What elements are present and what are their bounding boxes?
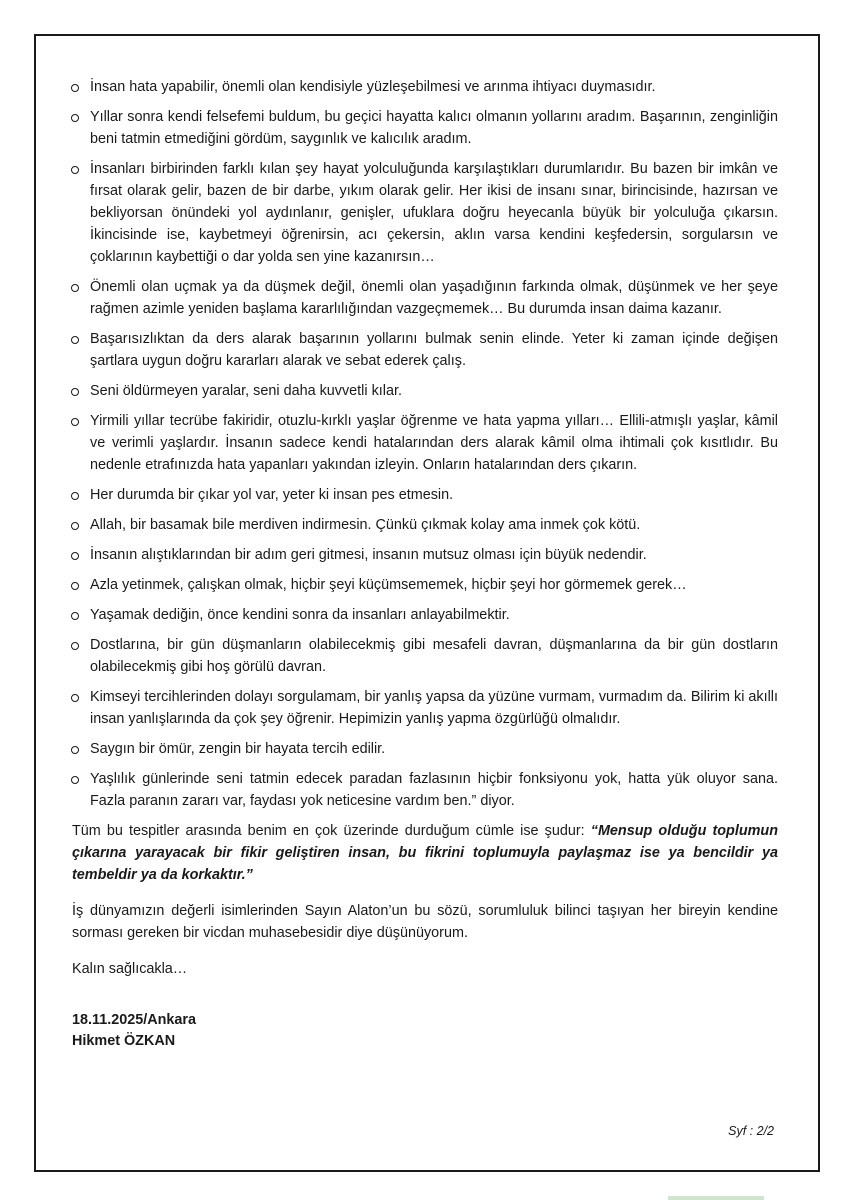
list-item: Dostlarına, bir gün düşmanların olabilecekmiş gibi mesafeli davran, düşmanlarına da bir gün dostların olabilecekmiş gibi hoş görülü davran. (72, 634, 778, 678)
list-item: Yaşlılık günlerinde seni tatmin edecek paradan fazlasının hiçbir fonksiyonu yok, hatta yük oluyor sana. Fazla paranın zararı var, faydası yok neticesine vardım ben.” diyor. (72, 768, 778, 812)
document-body (72, 76, 778, 1052)
hollow-bullet-icon (71, 284, 79, 292)
hollow-bullet-icon (71, 642, 79, 650)
list-item: Yaşamak dediğin, önce kendini sonra da insanları anlayabilmektir. (72, 604, 778, 626)
hollow-bullet-icon (71, 612, 79, 620)
list-item: Her durumda bir çıkar yol var, yeter ki insan pes etmesin. (72, 484, 778, 506)
reflection-paragraph: İş dünyamızın değerli isimlerinden Sayın Alaton’un bu sözü, sorumluluk bilinci taşıyan her bireyin kendine sorması gereken bir vicdan muhasebesidir diye düşünüyorum. (72, 903, 778, 941)
summary-intro: Tüm bu tespitler arasında benim en çok üzerinde durduğum cümle ise şudur: (72, 823, 591, 839)
hollow-bullet-icon (71, 746, 79, 754)
page-edge-tab (668, 1196, 764, 1200)
hollow-bullet-icon (71, 114, 79, 122)
list-item: Azla yetinmek, çalışkan olmak, hiçbir şeyi küçümsememek, hiçbir şeyi hor görmemek gerek… (72, 574, 778, 596)
signature-author: Hikmet ÖZKAN (72, 1033, 176, 1049)
hollow-bullet-icon (71, 388, 79, 396)
hollow-bullet-icon (71, 552, 79, 560)
signature-date-place: 18.11.2025/Ankara (72, 1012, 197, 1028)
list-item: İnsanları birbirinden farklı kılan şey hayat yolculuğunda karşılaştıkları durumlarıdır. Bu bazen bir imkân ve fırsat olarak gelir, bazen de bir darbe, yıkım olarak gelir. Her ikisi de insanı sınar, birincisinde, hazırsan ve bekliyorsan önündeki yol aydınlanır, genişler, ufuklara doğru heyecanla büyük bir yolculuğa çıkarsın. İkincisinde ise, kaybetmeyi öğrenirsin, acı çekersin, aklın varsa kendini keşfedersin, sorgularsın ve çoklarının kaybettiği o dar yolda sen yine kazanırsın… (72, 158, 778, 268)
list-item: Önemli olan uçmak ya da düşmek değil, önemli olan yaşadığının farkında olmak, düşünmek ve her şeye rağmen azimle yeniden başlama kararlılığından vazgeçmemek… Bu durumda insan daima kazanır. (72, 276, 778, 320)
page-number: Syf : 2/2 (728, 1124, 774, 1138)
highlighted-quote: “Mensup olduğu toplumun çıkarına yarayacak bir fikir geliştiren insan, bu fikrini toplumuyla paylaşmaz ise ya bencildir ya tembeldir ya da korkaktır.” (72, 823, 778, 883)
hollow-bullet-icon (71, 84, 79, 92)
hollow-bullet-icon (71, 694, 79, 702)
hollow-bullet-icon (71, 418, 79, 426)
list-item: İnsan hata yapabilir, önemli olan kendisiyle yüzleşebilmesi ve arınma ihtiyacı duymasıdır. (72, 76, 778, 98)
list-item: Saygın bir ömür, zengin bir hayata tercih edilir. (72, 738, 778, 760)
closing-line: Kalın sağlıcakla… (72, 961, 188, 977)
hollow-bullet-icon (71, 522, 79, 530)
hollow-bullet-icon (71, 166, 79, 174)
quote-list (72, 76, 778, 812)
list-item: Seni öldürmeyen yaralar, seni daha kuvvetli kılar. (72, 380, 778, 402)
hollow-bullet-icon (71, 492, 79, 500)
list-item: Allah, bir basamak bile merdiven indirmesin. Çünkü çıkmak kolay ama inmek çok kötü. (72, 514, 778, 536)
hollow-bullet-icon (71, 336, 79, 344)
hollow-bullet-icon (71, 582, 79, 590)
list-item: Başarısızlıktan da ders alarak başarının yollarını bulmak senin elinde. Yeter ki zaman içinde değişen şartlara uygun doğru kararları alarak ve sebat ederek çalış. (72, 328, 778, 372)
list-item: İnsanın alıştıklarından bir adım geri gitmesi, insanın mutsuz olması için büyük nedendir. (72, 544, 778, 566)
list-item: Kimseyi tercihlerinden dolayı sorgulamam, bir yanlış yapsa da yüzüne vurmam, vurmadım da. Bilirim ki akıllı insan yanlışlarında da çok şey öğrenir. Hepimizin yanlış yapma özgürlüğü olmalıdır. (72, 686, 778, 730)
summary-paragraph (72, 820, 778, 886)
hollow-bullet-icon (71, 776, 79, 784)
signature-block (72, 1010, 778, 1052)
list-item: Yıllar sonra kendi felsefemi buldum, bu geçici hayatta kalıcı olmanın yollarını aradım. Başarının, zenginliğin beni tatmin etmediğini gördüm, saygınlık ve kalıcılık aradım. (72, 106, 778, 150)
list-item: Yirmili yıllar tecrübe fakiridir, otuzlu-kırklı yaşlar öğrenme ve hata yapma yılları… Ellili-atmışlı yaşlar, kâmil ve verimli yaşlardır. İnsanın sadece kendi hatalarından ders alarak kâmil olma ihtimali çok kısıtlıdır. Bu nedenle etrafınızda hata yapanları yakından izleyin. Onların hatalarından ders çıkarın. (72, 410, 778, 476)
